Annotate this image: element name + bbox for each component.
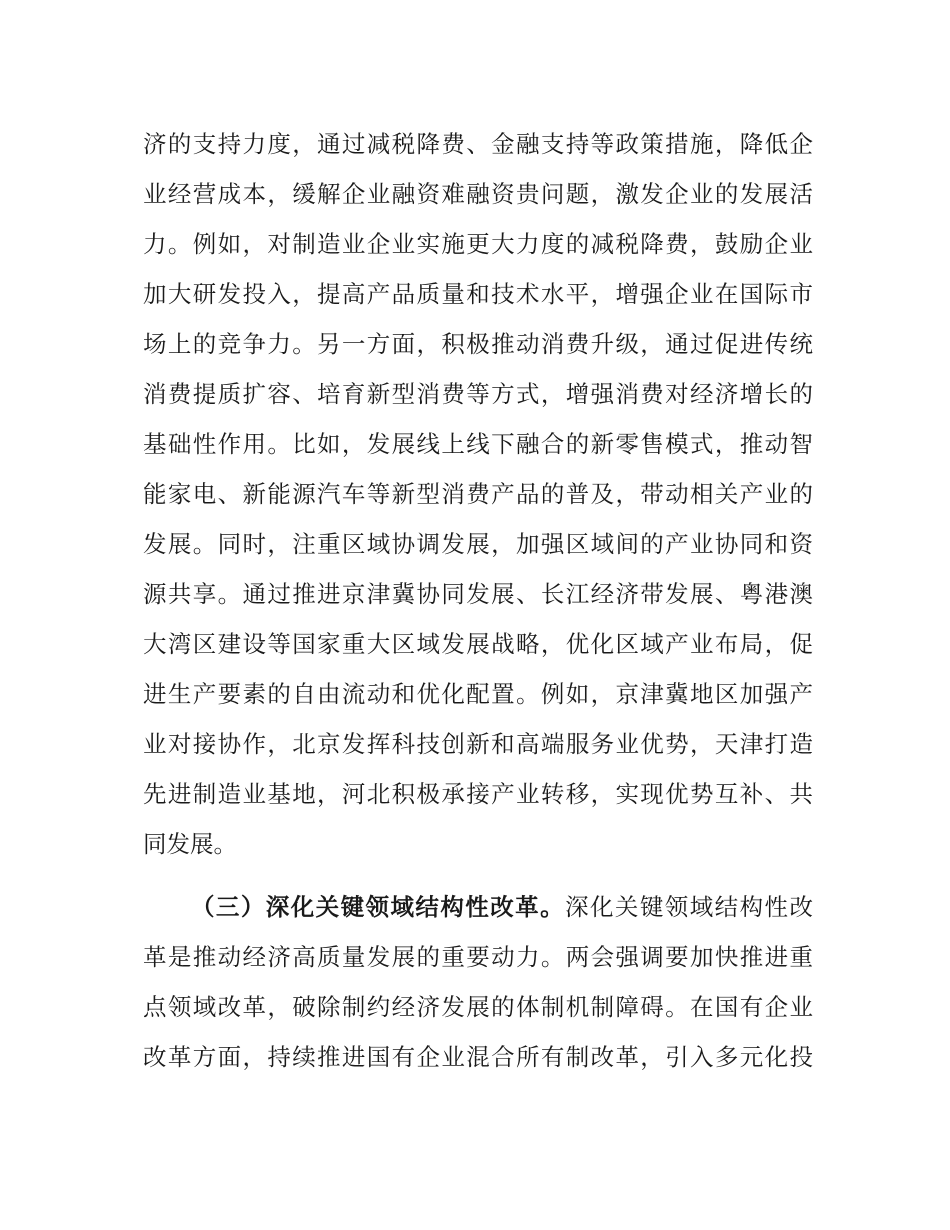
section-heading: （三）深化关键领域结构性改革。 — [191, 893, 566, 921]
paragraph-2-first-line — [191, 887, 813, 927]
paragraph-2-first-line-text: 深化关键领域结构性改 — [565, 893, 813, 921]
paragraph-1-line: 源共享。通过推进京津冀协同发展、长江经济带发展、粤港澳 — [143, 580, 813, 608]
paragraph-2-line: 改革方面，持续推进国有企业混合所有制改革，引入多元化投 — [143, 1043, 813, 1071]
paragraph-2-line: 点领域改革，破除制约经济发展的体制机制障碍。在国有企业 — [143, 993, 813, 1021]
paragraph-2-line: 革是推动经济高质量发展的重要动力。两会强调要加快推进重 — [143, 943, 813, 971]
paragraph-1-line: 加大研发投入，提高产品质量和技术水平，增强企业在国际市 — [143, 280, 813, 308]
paragraph-1-line: 力。例如，对制造业企业实施更大力度的减税降费，鼓励企业 — [143, 230, 813, 258]
paragraph-1-line: 大湾区建设等国家重大区域发展战略，优化区域产业布局，促 — [143, 630, 813, 658]
paragraph-1-line: 进生产要素的自由流动和优化配置。例如，京津冀地区加强产 — [143, 680, 813, 708]
paragraph-1-line: 基础性作用。比如，发展线上线下融合的新零售模式，推动智 — [143, 430, 813, 458]
paragraph-1-line: 消费提质扩容、培育新型消费等方式，增强消费对经济增长的 — [143, 380, 813, 408]
paragraph-1-line: 先进制造业基地，河北积极承接产业转移，实现优势互补、共 — [143, 780, 813, 808]
paragraph-1-line: 同发展。 — [143, 830, 237, 858]
paragraph-1-line: 济的支持力度，通过减税降费、金融支持等政策措施，降低企 — [143, 130, 813, 158]
paragraph-1-line: 场上的竞争力。另一方面，积极推动消费升级，通过促进传统 — [143, 330, 813, 358]
paragraph-1-line: 能家电、新能源汽车等新型消费产品的普及，带动相关产业的 — [143, 480, 813, 508]
paragraph-1-line: 业经营成本，缓解企业融资难融资贵问题，激发企业的发展活 — [143, 180, 813, 208]
paragraph-1-line: 发展。同时，注重区域协调发展，加强区域间的产业协同和资 — [143, 530, 813, 558]
paragraph-1-line: 业对接协作，北京发挥科技创新和高端服务业优势，天津打造 — [143, 730, 813, 758]
